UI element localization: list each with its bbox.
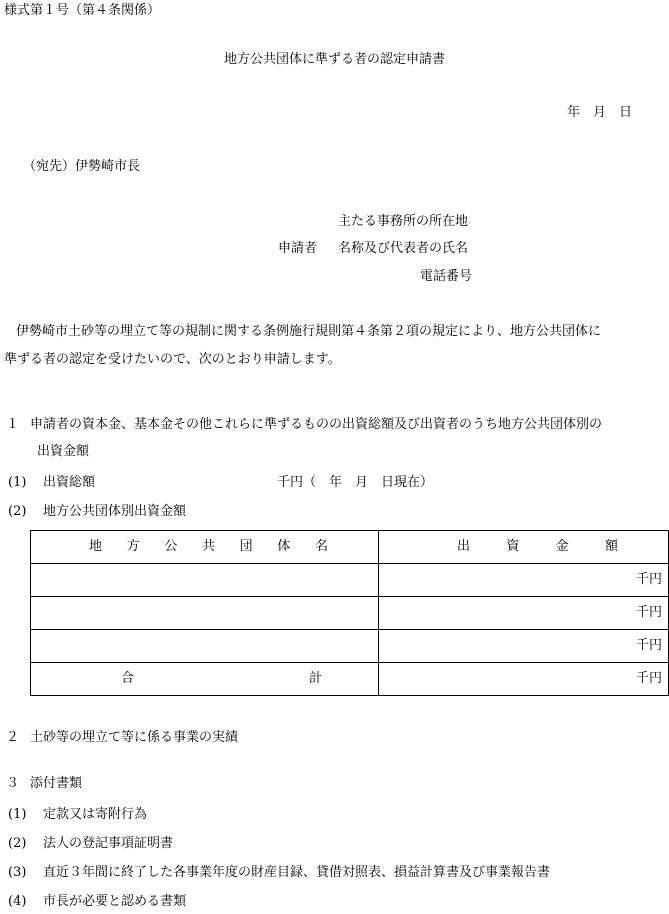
amount-cell[interactable] [379,630,669,663]
attachment-text: 市長が必要と認める書類 [43,894,187,909]
header-char: 地 [89,539,103,554]
section3-label: 添付書類 [30,776,83,791]
header-char: 出 [457,539,471,554]
contribution-table [30,530,669,696]
unit-label: 千円 [635,605,662,620]
attachment-text: 直近３年間に終了した各事業年度の財産目録、貸借対照表、損益計算書及び事業報告書 [43,865,551,880]
entity-name-cell[interactable] [31,597,379,630]
section1-heading-line1: 申請者の資本金、基本金その他これらに準ずるものの出資総額及び出資者のうち地方公共団体別の [30,417,603,432]
attachment-number: (3) [8,865,27,880]
table-total-row [31,663,669,696]
table-row [31,630,669,663]
attachment-number: (1) [8,807,27,822]
applicant-name-label: 名称及び代表者の氏名 [338,241,469,256]
section3-number: ３ [6,776,20,791]
table-header-row [31,531,669,564]
header-char: 額 [604,539,618,554]
total-char: 合 [121,671,135,686]
total-char: 計 [308,671,322,686]
total-label-cell [31,663,379,696]
table-row [31,564,669,597]
unit-label: 千円 [635,638,662,653]
attachment-text: 法人の登記事項証明書 [43,836,174,851]
amount-cell[interactable] [379,597,669,630]
unit-label: 千円 [635,671,662,686]
form-number: 様式第１号（第４条関係） [4,3,161,18]
unit-label: 千円 [635,572,662,587]
header-char: 金 [555,539,569,554]
entity-name-cell[interactable] [31,630,379,663]
header-char: 名 [314,539,328,554]
section1-heading-line2: 出資金額 [37,444,90,459]
section2-label: 土砂等の埋立て等に係る事業の実績 [30,730,239,745]
table-row [31,597,669,630]
addressee: （宛先）伊勢崎市長 [23,159,141,174]
header-amount-cell [379,531,669,564]
item1-unit: 千円（ 年 月 日現在） [277,475,434,490]
body-text-line2: 準ずる者の認定を受けたいので、次のとおり申請します。 [4,352,341,367]
attachment-text: 定款又は寄附行為 [43,807,148,822]
header-char: 共 [201,539,215,554]
applicant-label: 申請者 [278,241,318,256]
header-char: 団 [239,539,253,554]
attachment-number: (4) [8,894,27,909]
total-amount-cell[interactable] [379,663,669,696]
section2-number: ２ [6,730,20,745]
amount-cell[interactable] [379,564,669,597]
document-title: 地方公共団体に準ずる者の認定申請書 [223,52,445,67]
applicant-phone-label: 電話番号 [420,269,473,284]
item1-label: 出資総額 [43,475,96,490]
item2-label: 地方公共団体別出資金額 [43,504,187,519]
section1-number: １ [6,417,20,432]
header-char: 資 [506,539,520,554]
header-char: 体 [277,539,291,554]
header-char: 方 [126,539,140,554]
header-name-cell [31,531,379,564]
entity-name-cell[interactable] [31,564,379,597]
body-text-line1: 伊勢崎市土砂等の埋立て等の規制に関する条例施行規則第４条第２項の規定により、地方公共団体に [16,324,602,339]
item2-number: (2) [8,504,27,519]
applicant-address-label: 主たる事務所の所在地 [338,214,469,229]
header-char: 公 [164,539,178,554]
attachment-number: (2) [8,836,27,851]
item1-number: (1) [8,475,27,490]
date-line: 年 月 日 [567,105,633,120]
